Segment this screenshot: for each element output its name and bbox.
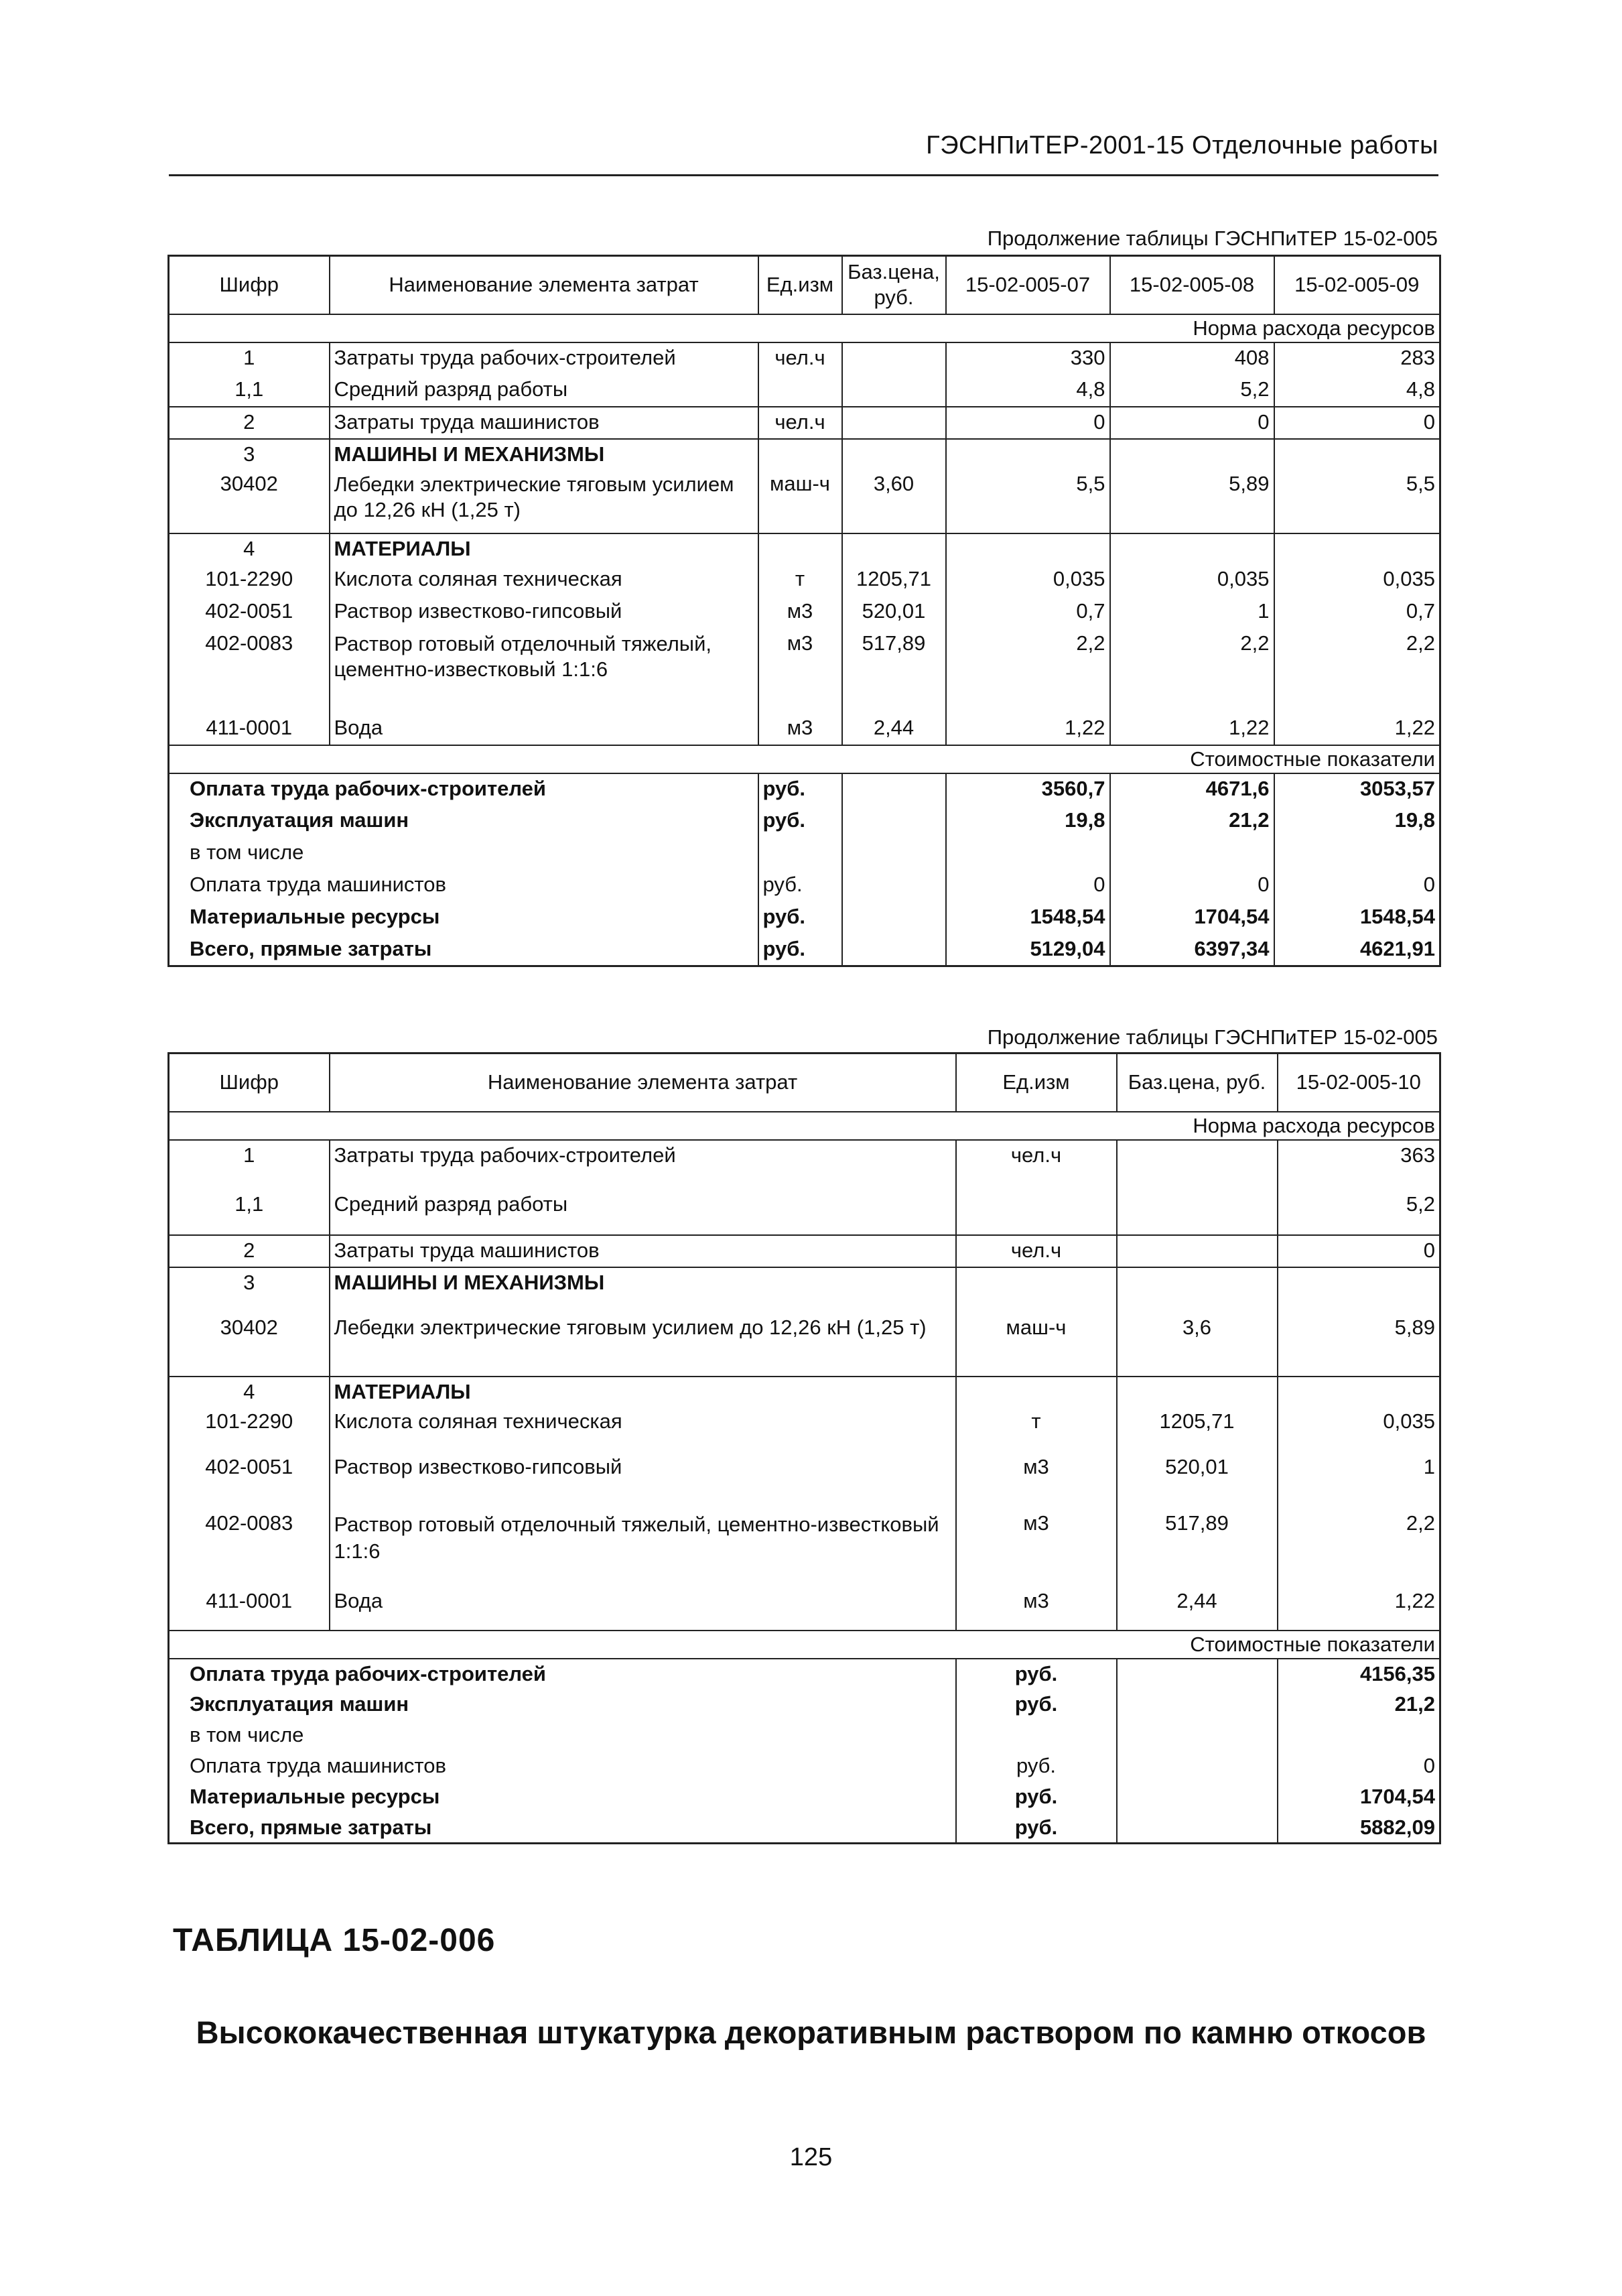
col-header: 15-02-005-10 — [1278, 1054, 1440, 1112]
total-row — [169, 806, 1440, 838]
cell-code: 411-0001 — [169, 1586, 330, 1631]
cell-unit — [758, 375, 842, 407]
cell-section-title: МАШИНЫ И МЕХАНИЗМЫ — [330, 1267, 956, 1297]
cell-code: 402-0083 — [169, 1509, 330, 1586]
cell-section-title: МАТЕРИАЛЫ — [330, 1377, 956, 1407]
col-header: Ед.изм — [758, 256, 842, 314]
norm-label: Норма расхода ресурсов — [169, 1112, 1440, 1140]
cell-code: 101-2290 — [169, 564, 330, 596]
cell-code: 1,1 — [169, 1175, 330, 1235]
total-row — [169, 870, 1440, 902]
total-price — [842, 870, 946, 902]
cell-value: 2,2 — [946, 629, 1110, 713]
total-row — [169, 1782, 1440, 1813]
cell-unit: т — [956, 1407, 1117, 1452]
cell-value: 1,22 — [1278, 1586, 1440, 1631]
total-price — [842, 934, 946, 966]
cell-code: 1 — [169, 342, 330, 375]
total-value: 21,2 — [1278, 1689, 1440, 1720]
total-label: Оплата труда машинистов — [169, 870, 758, 902]
cell-unit: м3 — [956, 1452, 1117, 1509]
col-header: Шифр — [169, 256, 330, 314]
total-value: 0 — [1278, 1751, 1440, 1782]
cell-value: 0 — [1274, 407, 1440, 439]
cell-value: 5,2 — [1278, 1175, 1440, 1235]
cell-value: 1,22 — [1274, 713, 1440, 745]
cell-name: Вода — [330, 713, 758, 745]
table-row — [169, 1407, 1440, 1452]
total-row — [169, 1720, 1440, 1751]
cell-value: 2,2 — [1278, 1509, 1440, 1586]
table2-cost-band — [169, 1631, 1440, 1659]
cell-name: Кислота соляная техническая — [330, 564, 758, 596]
cell-code: 402-0051 — [169, 596, 330, 629]
total-value: 6397,34 — [1110, 934, 1274, 966]
cell-price: 517,89 — [1117, 1509, 1278, 1586]
cell-unit: м3 — [956, 1509, 1117, 1586]
col-header: 15-02-005-07 — [946, 256, 1110, 314]
cell-value: 5,5 — [946, 469, 1110, 533]
running-header-title: ГЭСНПиТЕР-2001-15 Отделочные работы — [926, 131, 1438, 160]
table-row — [169, 1297, 1440, 1377]
cell-unit: маш-ч — [956, 1297, 1117, 1377]
table-row — [169, 1235, 1440, 1267]
table-row — [169, 1377, 1440, 1407]
cell-price — [842, 407, 946, 439]
cell-name: Кислота соляная техническая — [330, 1407, 956, 1452]
cell-value: 0,035 — [1110, 564, 1274, 596]
cell-value: 283 — [1274, 342, 1440, 375]
cell-unit: маш-ч — [758, 469, 842, 533]
page-number: 125 — [789, 2143, 833, 2171]
cell-unit: м3 — [956, 1586, 1117, 1631]
total-value: 19,8 — [1274, 806, 1440, 838]
cell-value: 0,7 — [1274, 596, 1440, 629]
table-row — [169, 469, 1440, 533]
total-price — [1117, 1689, 1278, 1720]
table2 — [167, 1052, 1441, 1844]
cell-code: 402-0083 — [169, 629, 330, 713]
cell-code: 4 — [169, 533, 330, 564]
table-row — [169, 375, 1440, 407]
total-value: 4621,91 — [1274, 934, 1440, 966]
cell-value: 5,89 — [1278, 1297, 1440, 1377]
table1-norm-band — [169, 314, 1440, 342]
cell-name: Средний разряд работы — [330, 375, 758, 407]
total-row — [169, 1689, 1440, 1720]
table-row — [169, 407, 1440, 439]
table-row — [169, 342, 1440, 375]
total-row — [169, 1751, 1440, 1782]
table-row — [169, 439, 1440, 469]
cell-name: Лебедки электрические тяговым усилием до 12,26 кН (1,25 т) — [330, 1297, 956, 1377]
total-unit — [956, 1720, 1117, 1751]
table-row — [169, 1267, 1440, 1297]
col-header: Наименование элемента затрат — [330, 256, 758, 314]
total-value: 1704,54 — [1110, 902, 1274, 934]
cell-name: Лебедки электрические тяговым усилием до 12,26 кН (1,25 т) — [330, 469, 758, 533]
table-row — [169, 1175, 1440, 1235]
cell-value: 0,035 — [1274, 564, 1440, 596]
cell-name: Раствор готовый отделочный тяжелый, цементно-известковый 1:1:6 — [330, 629, 758, 713]
total-price — [842, 902, 946, 934]
total-value: 0 — [946, 870, 1110, 902]
cell-value: 5,2 — [1110, 375, 1274, 407]
total-unit: руб. — [956, 1813, 1117, 1844]
table-row — [169, 1586, 1440, 1631]
total-label: Материальные ресурсы — [169, 902, 758, 934]
total-unit: руб. — [758, 773, 842, 806]
total-label: в том числе — [169, 838, 758, 870]
cell-code: 1,1 — [169, 375, 330, 407]
cell-unit: чел.ч — [956, 1140, 1117, 1175]
cell-value: 0,7 — [946, 596, 1110, 629]
cell-price — [1117, 1175, 1278, 1235]
table-row — [169, 713, 1440, 745]
total-value: 21,2 — [1110, 806, 1274, 838]
cell-value: 4,8 — [946, 375, 1110, 407]
total-row — [169, 902, 1440, 934]
col-header: Баз.цена, руб. — [842, 256, 946, 314]
cell-value: 0 — [946, 407, 1110, 439]
cell-price: 1205,71 — [842, 564, 946, 596]
section-table-title: ТАБЛИЦА 15-02-006 — [173, 1923, 496, 1958]
table-row — [169, 564, 1440, 596]
total-unit: руб. — [956, 1782, 1117, 1813]
total-price — [842, 773, 946, 806]
total-value: 4671,6 — [1110, 773, 1274, 806]
table-row — [169, 533, 1440, 564]
table1-header-row — [169, 256, 1440, 314]
cell-price: 517,89 — [842, 629, 946, 713]
total-value: 0 — [1110, 870, 1274, 902]
total-label: Всего, прямые затраты — [169, 1813, 956, 1844]
cell-value: 1 — [1278, 1452, 1440, 1509]
cell-code: 30402 — [169, 469, 330, 533]
col-header: Шифр — [169, 1054, 330, 1112]
table-row — [169, 1452, 1440, 1509]
table-row — [169, 1140, 1440, 1175]
cell-code: 101-2290 — [169, 1407, 330, 1452]
total-value: 19,8 — [946, 806, 1110, 838]
total-label: в том числе — [169, 1720, 956, 1751]
total-label: Материальные ресурсы — [169, 1782, 956, 1813]
cell-price: 1205,71 — [1117, 1407, 1278, 1452]
total-label: Оплата труда машинистов — [169, 1751, 956, 1782]
total-row — [169, 934, 1440, 966]
cell-price: 3,60 — [842, 469, 946, 533]
cell-code: 3 — [169, 1267, 330, 1297]
total-label: Эксплуатация машин — [169, 1689, 956, 1720]
col-header: Баз.цена, руб. — [1117, 1054, 1278, 1112]
cell-unit: т — [758, 564, 842, 596]
cell-value: 0,035 — [946, 564, 1110, 596]
cell-value: 1,22 — [946, 713, 1110, 745]
cell-price — [1117, 1140, 1278, 1175]
total-row — [169, 838, 1440, 870]
table1 — [167, 255, 1441, 967]
cell-name: Затраты труда машинистов — [330, 407, 758, 439]
cell-value: 5,5 — [1274, 469, 1440, 533]
norm-label: Норма расхода ресурсов — [169, 314, 1440, 342]
total-row — [169, 1813, 1440, 1844]
table-row — [169, 629, 1440, 713]
total-price — [1117, 1782, 1278, 1813]
cell-section-title: МАШИНЫ И МЕХАНИЗМЫ — [330, 439, 758, 469]
cell-name: Затраты труда рабочих-строителей — [330, 342, 758, 375]
table-row — [169, 1509, 1440, 1586]
cell-price: 2,44 — [842, 713, 946, 745]
total-value: 3053,57 — [1274, 773, 1440, 806]
total-value: 5882,09 — [1278, 1813, 1440, 1844]
table-row — [169, 596, 1440, 629]
cell-value: 363 — [1278, 1140, 1440, 1175]
table2-header-row — [169, 1054, 1440, 1112]
cell-unit: м3 — [758, 596, 842, 629]
total-price — [842, 806, 946, 838]
total-value: 5129,04 — [946, 934, 1110, 966]
cell-name: Затраты труда рабочих-строителей — [330, 1140, 956, 1175]
cell-value: 1,22 — [1110, 713, 1274, 745]
cell-value: 330 — [946, 342, 1110, 375]
cell-code: 2 — [169, 1235, 330, 1267]
cell-code: 4 — [169, 1377, 330, 1407]
cell-name: Вода — [330, 1586, 956, 1631]
total-unit: руб. — [758, 902, 842, 934]
total-value: 1704,54 — [1278, 1782, 1440, 1813]
total-unit: руб. — [758, 870, 842, 902]
total-row — [169, 1659, 1440, 1689]
cell-name: Раствор готовый отделочный тяжелый, цементно-известковый 1:1:6 — [330, 1509, 956, 1586]
col-header: Наименование элемента затрат — [330, 1054, 956, 1112]
cost-label: Стоимостные показатели — [169, 1631, 1440, 1659]
table2-norm-band — [169, 1112, 1440, 1140]
cell-value: 0 — [1110, 407, 1274, 439]
cost-label: Стоимостные показатели — [169, 745, 1440, 773]
total-label: Оплата труда рабочих-строителей — [169, 1659, 956, 1689]
cell-code: 1 — [169, 1140, 330, 1175]
cell-price — [842, 375, 946, 407]
col-header: 15-02-005-09 — [1274, 256, 1440, 314]
section-subtitle: Высококачественная штукатурка декоративным раствором по камню откосов — [196, 2015, 1426, 2050]
total-row — [169, 773, 1440, 806]
cell-price: 520,01 — [842, 596, 946, 629]
cell-value: 5,89 — [1110, 469, 1274, 533]
table1-cost-band — [169, 745, 1440, 773]
total-price — [1117, 1659, 1278, 1689]
total-unit: руб. — [758, 934, 842, 966]
cell-code: 411-0001 — [169, 713, 330, 745]
total-unit: руб. — [956, 1751, 1117, 1782]
cell-unit: чел.ч — [758, 407, 842, 439]
cell-value: 4,8 — [1274, 375, 1440, 407]
table1-caption: Продолжение таблицы ГЭСНПиТЕР 15-02-005 — [987, 227, 1438, 250]
cell-value: 0,035 — [1278, 1407, 1440, 1452]
cell-unit: чел.ч — [758, 342, 842, 375]
cell-unit: м3 — [758, 629, 842, 713]
cell-price: 3,6 — [1117, 1297, 1278, 1377]
cell-code: 3 — [169, 439, 330, 469]
total-label: Оплата труда рабочих-строителей — [169, 773, 758, 806]
total-price — [1117, 1751, 1278, 1782]
col-header: Ед.изм — [956, 1054, 1117, 1112]
total-value: 0 — [1274, 870, 1440, 902]
cell-value: 0 — [1278, 1235, 1440, 1267]
cell-name: Затраты труда машинистов — [330, 1235, 956, 1267]
cell-value: 2,2 — [1110, 629, 1274, 713]
cell-code: 30402 — [169, 1297, 330, 1377]
cell-value: 1 — [1110, 596, 1274, 629]
cell-price: 520,01 — [1117, 1452, 1278, 1509]
total-value: 4156,35 — [1278, 1659, 1440, 1689]
cell-unit: м3 — [758, 713, 842, 745]
total-label: Всего, прямые затраты — [169, 934, 758, 966]
cell-name: Средний разряд работы — [330, 1175, 956, 1235]
running-header — [169, 117, 1438, 176]
cell-code: 402-0051 — [169, 1452, 330, 1509]
cell-price — [1117, 1235, 1278, 1267]
cell-price: 2,44 — [1117, 1586, 1278, 1631]
total-unit: руб. — [956, 1689, 1117, 1720]
total-unit — [758, 838, 842, 870]
table2-caption: Продолжение таблицы ГЭСНПиТЕР 15-02-005 — [987, 1025, 1438, 1049]
cell-unit — [956, 1175, 1117, 1235]
cell-price — [842, 342, 946, 375]
total-unit: руб. — [758, 806, 842, 838]
total-value: 1548,54 — [1274, 902, 1440, 934]
cell-section-title: МАТЕРИАЛЫ — [330, 533, 758, 564]
total-label: Эксплуатация машин — [169, 806, 758, 838]
cell-name: Раствор известково-гипсовый — [330, 1452, 956, 1509]
total-value: 1548,54 — [946, 902, 1110, 934]
cell-name: Раствор известково-гипсовый — [330, 596, 758, 629]
total-price — [1117, 1813, 1278, 1844]
total-unit: руб. — [956, 1659, 1117, 1689]
cell-code: 2 — [169, 407, 330, 439]
cell-value: 408 — [1110, 342, 1274, 375]
col-header: 15-02-005-08 — [1110, 256, 1274, 314]
cell-unit: чел.ч — [956, 1235, 1117, 1267]
cell-value: 2,2 — [1274, 629, 1440, 713]
total-value: 3560,7 — [946, 773, 1110, 806]
